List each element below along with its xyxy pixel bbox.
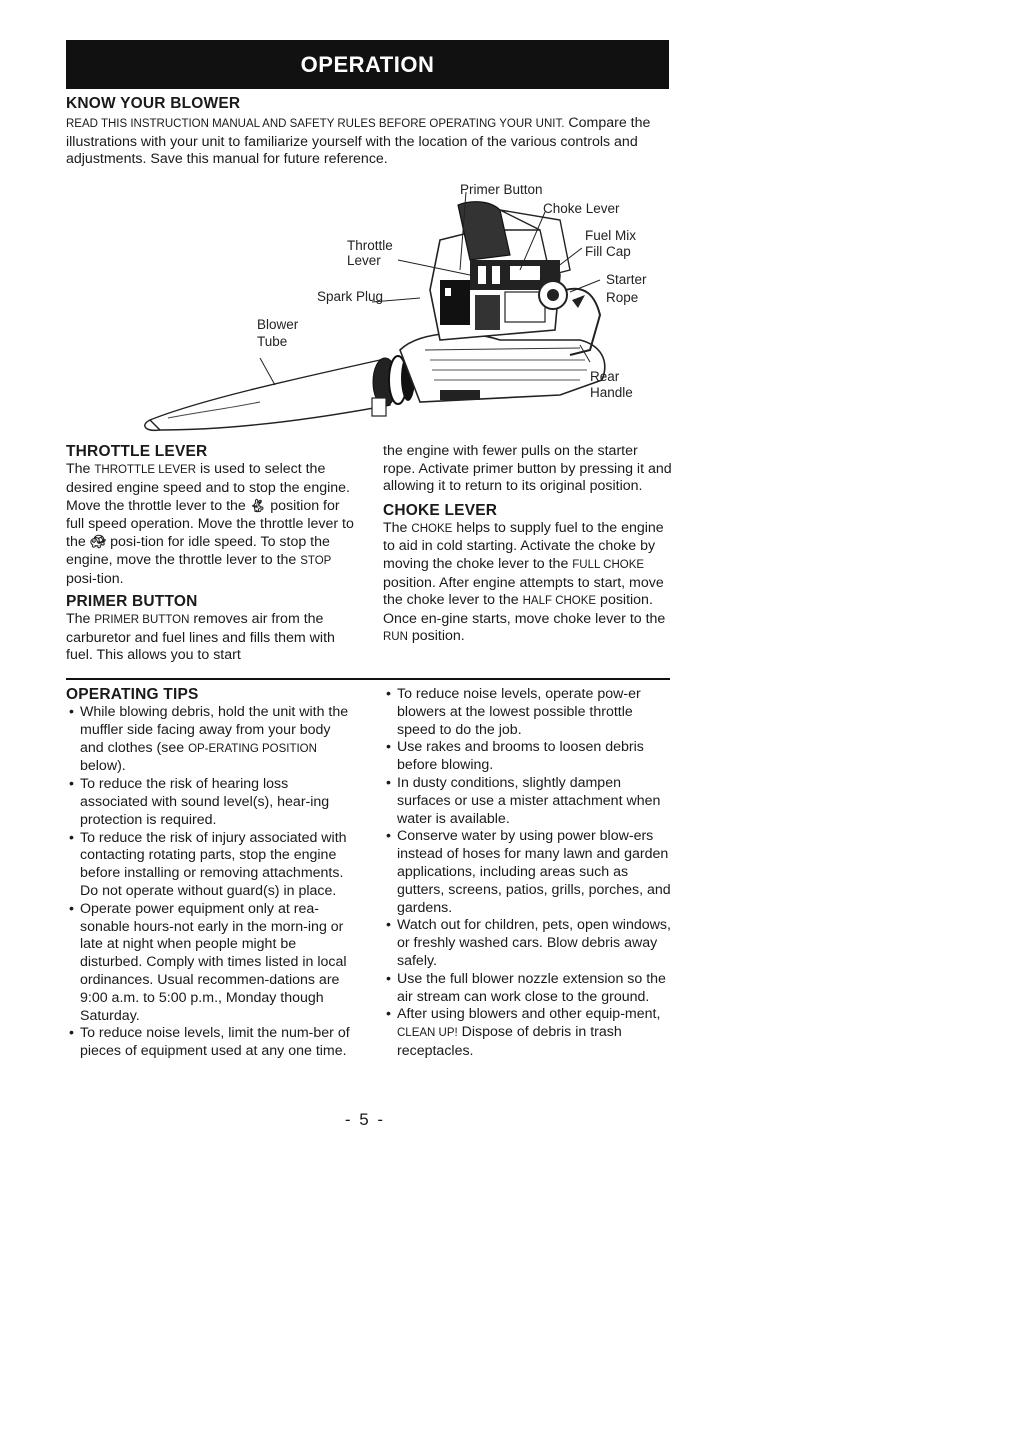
primer-choke-column: [383, 443, 673, 647]
throttle-lever-heading: THROTTLE LEVER: [66, 443, 208, 460]
tip-item: • In dusty conditions, slightly dampen surfaces or use a mister attachment when water is available.: [383, 775, 673, 828]
tip-item: • Conserve water by using power blow-ers instead of hoses for many lawn and garden applications, including areas such as gutters, screens, patios, grills, porches, and gardens.: [383, 828, 673, 917]
operating-tips-list-left: [66, 704, 358, 1061]
label-blower-tube-2: Tube: [257, 334, 288, 349]
label-starter-rope-2: Rope: [606, 290, 639, 305]
label-choke-lever: Choke Lever: [543, 201, 620, 216]
tip-item: • To reduce the risk of hearing loss associated with sound level(s), hear-ing protection is required.: [66, 776, 358, 829]
know-body: Compare the illustrations with your unit to familiarize yourself with the location of the various controls and adjustments. Save this manual for future reference.: [66, 115, 651, 168]
primer-button-text: The PRIMER BUTTON removes air from the carburetor and fuel lines and fills them with fuel. This allows you to start: [66, 611, 335, 664]
operating-tips-left: [66, 686, 358, 1061]
tip-item: • Use the full blower nozzle extension so the air stream can work close to the ground.: [383, 971, 673, 1007]
choke-lever-text: The CHOKE helps to supply fuel to the engine to aid in cold starting. Activate the choke by moving the choke lever to the FULL CHOKE position. After engine attempts to start, move the choke lever to the HALF CHOKE position. Once en-gine starts, move choke lever to the RUN position.: [383, 519, 666, 645]
label-rear-handle-1: Rear: [590, 369, 620, 384]
blower-drawing: [140, 180, 670, 445]
section-divider: [66, 678, 670, 680]
throttle-primer-column: [66, 443, 358, 665]
tip-item: • To reduce noise levels, operate pow-er blowers at the lowest possible throttle speed to do the job.: [383, 686, 673, 739]
label-throttle-lever-1: Throttle: [347, 238, 393, 253]
operating-tips-right: [383, 686, 673, 1061]
blower-illustration: [140, 180, 670, 445]
tip-item: • To reduce the risk of injury associated with contacting rotating parts, stop the engine before installing or removing attachments. Do not operate without guard(s) in place.: [66, 830, 358, 901]
choke-lever-heading: CHOKE LEVER: [383, 501, 498, 519]
know-your-blower-text: [66, 115, 666, 169]
primer-button-heading: PRIMER BUTTON: [66, 593, 198, 611]
know-your-blower-section: [66, 95, 666, 169]
tip-item: • While blowing debris, hold the unit with the muffler side facing away from your body and clothes (see OP-ERATING POSITION below).: [66, 704, 358, 776]
tip-item: • To reduce noise levels, limit the num-ber of pieces of equipment used at any one time.: [66, 1025, 358, 1061]
throttle-lever-text: The THROTTLE LEVER is used to select the desired engine speed and to stop the engine. Move the throttle lever to the 🐇︎ position for full speed operation. Move the throttle lever to the 🐢︎ posi-tion for idle speed. To stop the engine, move the throttle lever to the STOP posi-tion.: [66, 461, 354, 587]
primer-button-text-continued: the engine with fewer pulls on the starter rope. Activate primer button by pressing it and allowing it to return to its original position.: [383, 443, 672, 495]
label-spark-plug: Spark Plug: [317, 289, 384, 304]
label-rear-handle-2: Handle: [590, 385, 633, 400]
page-number: - 5 -: [344, 1110, 386, 1129]
section-banner: OPERATION: [66, 40, 669, 89]
know-your-blower-heading: KNOW YOUR BLOWER: [66, 95, 241, 112]
rabbit-fast-icon: 🐇︎: [249, 498, 267, 514]
tip-item: • After using blowers and other equip-ment, CLEAN UP! Dispose of debris in trash receptacles.: [383, 1006, 673, 1060]
label-starter-rope-1: Starter: [606, 272, 647, 287]
know-lead-caps: READ THIS INSTRUCTION MANUAL AND SAFETY RULES BEFORE OPERATING YOUR UNIT.: [66, 118, 565, 130]
operating-tips-heading: OPERATING TIPS: [66, 686, 199, 703]
tip-item: • Watch out for children, pets, open windows, or freshly washed cars. Blow debris away safely.: [383, 917, 673, 970]
label-blower-tube-1: Blower: [257, 317, 299, 332]
turtle-slow-icon: 🐢︎: [89, 534, 107, 550]
tip-item: • Use rakes and brooms to loosen debris before blowing.: [383, 739, 673, 775]
label-primer-button: Primer Button: [460, 182, 543, 197]
label-fuel-mix-2: Fill Cap: [585, 244, 631, 259]
operating-tips-list-right: [383, 686, 673, 1061]
tip-item: • Operate power equipment only at rea-sonable hours-not early in the morn-ing or late at night when people might be disturbed. Comply with times listed in local ordinances. Usual recommen-dations are 9:00 a.m. to 5:00 p.m., Monday though Saturday.: [66, 901, 358, 1026]
label-fuel-mix-1: Fuel Mix: [585, 228, 637, 243]
label-throttle-lever-2: Lever: [347, 253, 381, 268]
